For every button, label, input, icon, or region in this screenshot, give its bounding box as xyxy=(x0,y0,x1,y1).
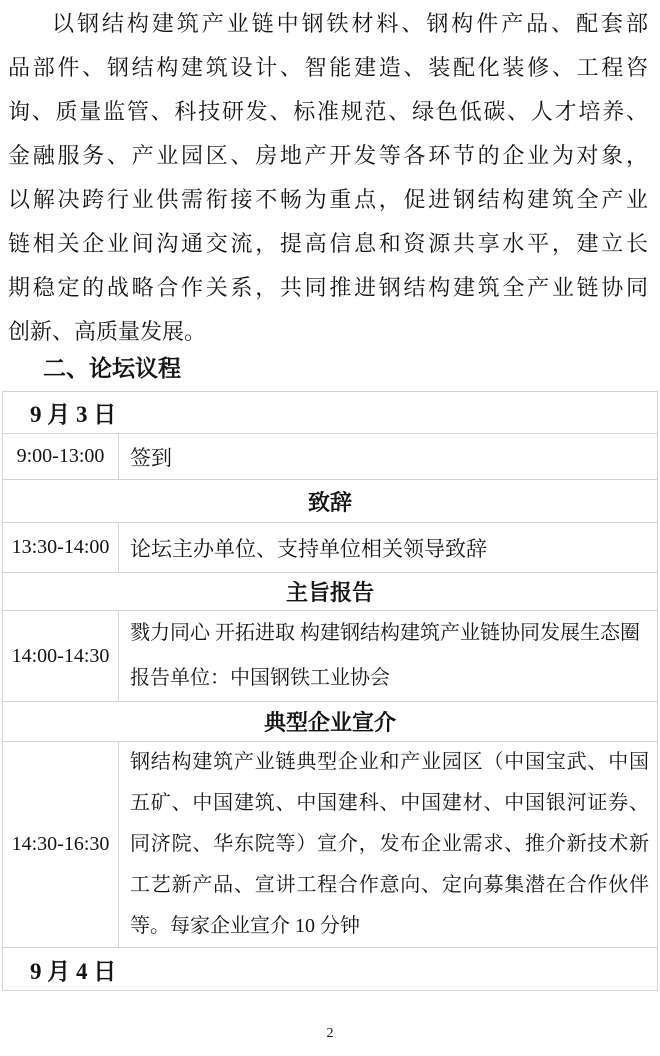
content-line: 报告单位：中国钢铁工业协会 xyxy=(130,667,390,689)
section-cell: 致辞 xyxy=(3,480,658,523)
agenda-table xyxy=(2,391,658,991)
content-line: 同济院、华东院等）宣介，发布企业需求、推介新技术新 xyxy=(130,833,649,855)
agenda-time-row xyxy=(3,742,658,948)
paragraph-line: 期稳定的战略合作关系，共同推进钢结构建筑全产业链协同 xyxy=(8,275,648,300)
section-heading: 二、论坛议程 xyxy=(43,356,181,381)
agenda-section-row xyxy=(3,573,658,611)
content-line: 论坛主办单位、支持单位相关领导致辞 xyxy=(130,536,487,561)
paragraph-line: 金融服务、产业园区、房地产开发等各环节的企业为对象， xyxy=(8,143,648,168)
agenda-day-row xyxy=(3,392,658,434)
agenda-time-row xyxy=(3,434,658,480)
page-number: 2 xyxy=(326,1026,334,1041)
paragraph-line: 链相关企业间沟通交流，提高信息和资源共享水平，建立长 xyxy=(8,231,648,256)
paragraph-line: 以钢结构建筑产业链中钢铁材料、钢构件产品、配套部 xyxy=(52,11,648,36)
day-cell: 9 月 4 日 xyxy=(3,948,658,991)
content-line: 五矿、中国建筑、中国建科、中国建材、中国银河证券、 xyxy=(130,792,649,814)
content-cell xyxy=(119,523,658,573)
paragraph-line: 创新、高质量发展。 xyxy=(8,319,207,344)
time-cell: 13:30-14:00 xyxy=(3,523,119,573)
section-cell: 典型企业宣介 xyxy=(3,702,658,742)
content-line: 戮力同心 开拓进取 构建钢结构建筑产业链协同发展生态圈 xyxy=(130,622,640,644)
content-cell xyxy=(119,611,658,702)
day-cell: 9 月 3 日 xyxy=(3,392,658,434)
content-line: 工艺新产品、宣讲工程合作意向、定向募集潜在合作伙伴 xyxy=(130,874,649,896)
agenda-section-row xyxy=(3,480,658,523)
intro-paragraph xyxy=(8,2,648,354)
agenda-section-row xyxy=(3,702,658,742)
time-cell: 14:30-16:30 xyxy=(3,742,119,948)
paragraph-line: 询、质量监管、科技研发、标准规范、绿色低碳、人才培养、 xyxy=(8,99,648,124)
time-cell: 14:00-14:30 xyxy=(3,611,119,702)
section-cell: 主旨报告 xyxy=(3,573,658,611)
content-line: 等。每家企业宣介 10 分钟 xyxy=(130,915,360,937)
content-line: 签到 xyxy=(130,445,172,470)
paragraph-line: 以解决跨行业供需衔接不畅为重点，促进钢结构建筑全产业 xyxy=(8,187,648,212)
agenda-time-row xyxy=(3,523,658,573)
content-cell xyxy=(119,742,658,948)
content-line: 钢结构建筑产业链典型企业和产业园区（中国宝武、中国 xyxy=(130,751,649,773)
paragraph-line: 品部件、钢结构建筑设计、智能建造、装配化装修、工程咨 xyxy=(8,55,648,80)
agenda-day-row xyxy=(3,948,658,991)
content-cell xyxy=(119,434,658,480)
agenda-time-row xyxy=(3,611,658,702)
time-cell: 9:00-13:00 xyxy=(3,434,119,480)
